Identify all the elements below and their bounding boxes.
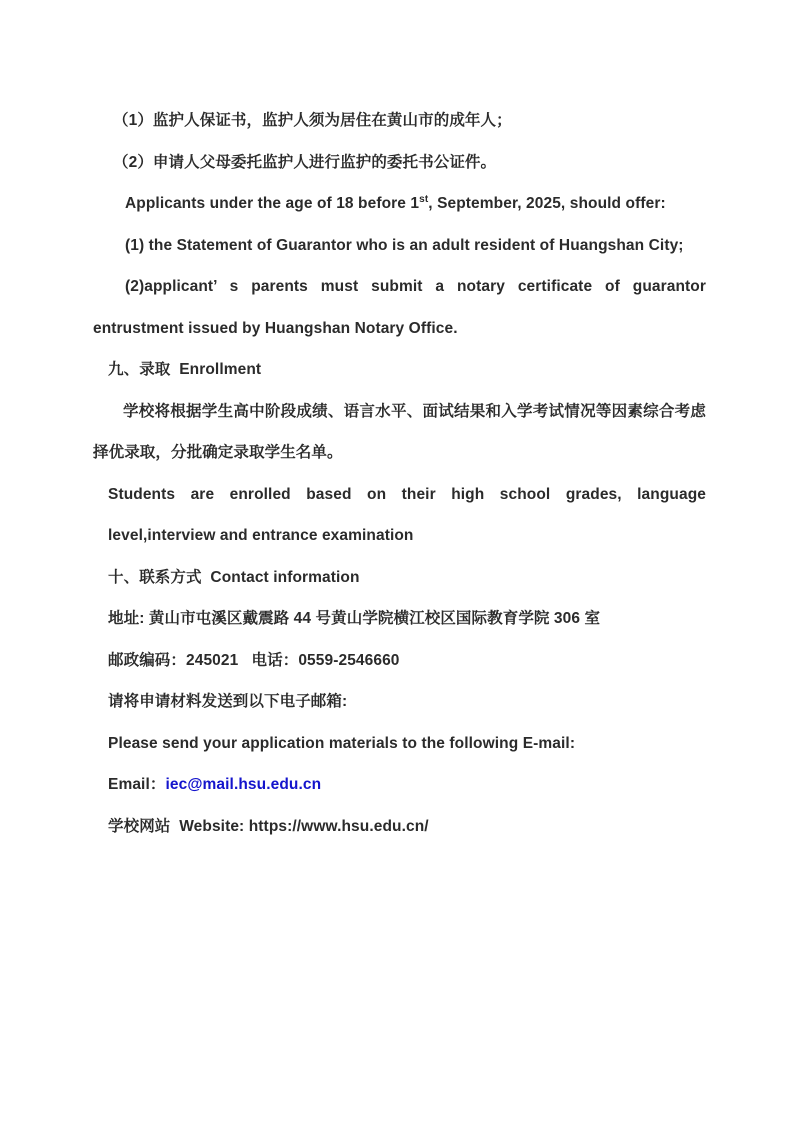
applicants-clause-suffix: , September, 2025, should offer: — [428, 195, 666, 212]
guardian-item-2: （2）申请人父母委托监护人进行监护的委托书公证件。 — [113, 153, 497, 171]
contact-website-line: 学校网站 Website: https://www.hsu.edu.cn/ — [108, 817, 429, 835]
section-heading-contact: 十、联系方式 Contact information — [108, 568, 360, 586]
contact-email-line — [93, 764, 706, 806]
document-content — [93, 100, 706, 847]
offer-item-1: (1) the Statement of Guarantor who is an adult resident of Huangshan City; — [125, 236, 684, 254]
ordinal-superscript: st — [419, 193, 429, 205]
email-label: Email： — [108, 776, 166, 793]
send-materials-instruction-cn: 请将申请材料发送到以下电子邮箱: — [108, 693, 348, 710]
contact-address: 地址: 黄山市屯溪区戴震路 44 号黄山学院横江校区国际教育学院 306 室 — [108, 610, 601, 627]
guardian-item-1: （1）监护人保证书，监护人须为居住在黄山市的成年人； — [113, 112, 512, 129]
applicants-under-18-clause — [93, 183, 706, 225]
offer-item-2: (2)applicant’ s parents must submit a notary certificate of guarantor entrustment issued by Huangshan Notary Office. — [93, 278, 706, 337]
applicants-clause-prefix: Applicants under the age of 18 before 1 — [125, 195, 420, 212]
contact-postcode-phone: 邮政编码：245021 电话：0559-2546660 — [108, 651, 400, 669]
section-heading-enrollment: 九、录取 Enrollment — [108, 361, 262, 378]
enrollment-chinese-body: 学校将根据学生高中阶段成绩、语言水平、面试结果和入学考试情况等因素综合考虑择优录取，分批确定录取学生名单。 — [93, 402, 706, 461]
send-materials-instruction-en: Please send your application materials to the following E-mail: — [108, 734, 576, 752]
email-address-link[interactable]: iec@mail.hsu.edu.cn — [165, 776, 322, 793]
enrollment-english-body: Students are enrolled based on their high school grades, language level,interview and entrance examination — [108, 485, 706, 544]
